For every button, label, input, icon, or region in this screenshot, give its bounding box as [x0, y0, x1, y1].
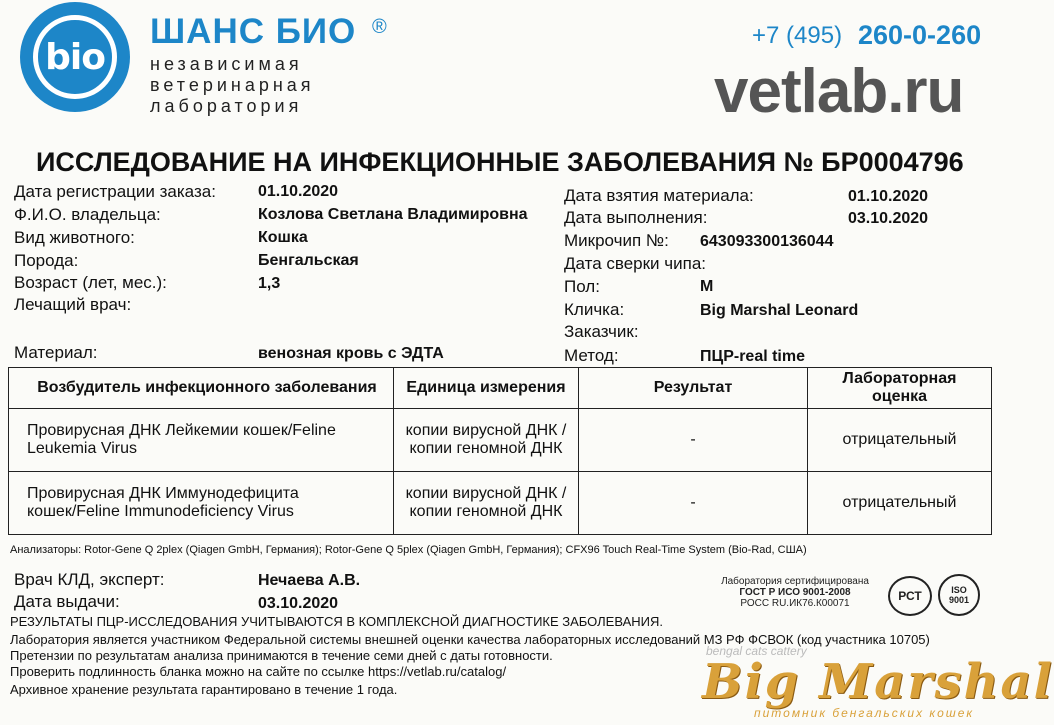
field-label: Дата регистрации заказа:: [14, 182, 216, 201]
watermark-sub: питомник бенгальских кошек: [754, 706, 975, 720]
field-value: Big Marshal Leonard: [700, 302, 859, 319]
field-label: Возраст (лет, мес.):: [14, 273, 167, 292]
table-header-row: [9, 368, 992, 409]
method-label: Метод:: [564, 346, 619, 365]
assessment-cell: отрицательный: [808, 409, 992, 472]
watermark-main: Big Marshal: [702, 654, 1054, 710]
table-row: [9, 472, 992, 535]
field-label: Порода:: [14, 251, 79, 270]
column-header: Результат: [579, 368, 808, 409]
field-value: Бенгальская: [258, 252, 359, 269]
document-title: ИССЛЕДОВАНИЕ НА ИНФЕКЦИОННЫЕ ЗАБОЛЕВАНИЯ № БР0004796: [36, 147, 964, 177]
brand-sub-line: лаборатория: [150, 96, 303, 116]
assessment-cell: отрицательный: [808, 472, 992, 535]
field-label: Микрочип №:: [564, 231, 669, 250]
cert-line: РОСС RU.ИК76.К00071: [740, 598, 850, 609]
field-label: Пол:: [564, 277, 600, 296]
watermark-top: bengal cats cattery: [706, 644, 807, 658]
material-label: Материал:: [14, 343, 98, 362]
cert-line: Лаборатория сертифицирована: [721, 576, 869, 587]
brand-sub-line: независимая: [150, 54, 303, 74]
note-line: Претензии по результатам анализа принимаются в течение семи дней с даты готовности.: [10, 648, 553, 663]
result-cell: -: [579, 409, 808, 472]
brand-sub-line: ветеринарная: [150, 75, 315, 95]
logo-text: bio: [33, 15, 117, 99]
note-line: РЕЗУЛЬТАТЫ ПЦР-ИССЛЕДОВАНИЯ УЧИТЫВАЮТСЯ В КОМПЛЕКСНОЙ ДИАГНОСТИКЕ ЗАБОЛЕВАНИЯ.: [10, 614, 663, 629]
field-label: Ф.И.О. владельца:: [14, 205, 161, 224]
website: vetlab.ru: [714, 57, 964, 126]
brand-name: ШАНС БИО: [150, 12, 357, 51]
note-line: Архивное хранение результата гарантировано в течение 1 года.: [10, 682, 398, 697]
field-label: Кличка:: [564, 300, 625, 319]
field-label: Лечащий врач:: [14, 295, 132, 314]
field-label: Дата взятия материала:: [564, 186, 754, 205]
unit-cell: копии вирусной ДНК / копии геномной ДНК: [394, 472, 579, 535]
issue-date-value: 03.10.2020: [258, 595, 339, 612]
result-cell: -: [579, 472, 808, 535]
iso-seal-icon: ISO 9001: [938, 574, 980, 616]
certification-text: [710, 576, 880, 609]
expert-label: Врач КЛД, эксперт:: [14, 570, 165, 589]
field-value: 643093300136044: [700, 233, 834, 250]
results-table: [8, 367, 992, 535]
logo: [20, 2, 130, 112]
registered-mark: ®: [372, 16, 387, 38]
cert-line: ГОСТ Р ИСО 9001-2008: [739, 587, 851, 598]
issue-date-label: Дата выдачи:: [14, 592, 120, 611]
field-label: Дата выполнения:: [564, 208, 708, 227]
method-value: ПЦР-real time: [700, 348, 805, 365]
field-value: М: [700, 278, 714, 295]
note-line: Лаборатория является участником Федеральной системы внешней оценки качества лабораторных исследований МЗ РФ ФСВОК (код участника 10705): [10, 632, 930, 647]
field-value: 01.10.2020: [258, 183, 339, 200]
field-value: 01.10.2020: [848, 188, 929, 205]
expert-value: Нечаева А.В.: [258, 572, 361, 589]
field-label: Заказчик:: [564, 322, 639, 341]
field-value: 03.10.2020: [848, 210, 929, 227]
field-label: Вид животного:: [14, 228, 135, 247]
field-label: Дата сверки чипа:: [564, 254, 707, 273]
table-row: [9, 409, 992, 472]
field-value: Козлова Светлана Владимировна: [258, 206, 528, 223]
rst-seal-icon: РСТ: [888, 576, 932, 616]
field-value: 1,3: [258, 275, 281, 292]
phone-number: 260-0-260: [858, 20, 982, 50]
pathogen-cell: Провирусная ДНК Лейкемии кошек/Feline Leukemia Virus: [9, 409, 394, 472]
material-value: венозная кровь с ЭДТА: [258, 345, 444, 362]
pathogen-cell: Провирусная ДНК Иммунодефицита кошек/Feline Immunodeficiency Virus: [9, 472, 394, 535]
field-value: Кошка: [258, 229, 308, 246]
column-header: Лабораторная оценка: [808, 368, 992, 409]
column-header: Единица измерения: [394, 368, 579, 409]
unit-cell: копии вирусной ДНК / копии геномной ДНК: [394, 409, 579, 472]
analyzers-note: Анализаторы: Rotor-Gene Q 2plex (Qiagen GmbH, Германия); Rotor-Gene Q 5plex (Qiagen GmbH, Германия); CFX96 Touch Real-Time System (Bio-Rad, США): [10, 544, 807, 556]
phone-code: +7 (495): [752, 22, 843, 49]
note-line: Проверить подлинность бланка можно на сайте по ссылке https://vetlab.ru/catalog/: [10, 664, 507, 679]
column-header: Возбудитель инфекционного заболевания: [9, 368, 394, 409]
